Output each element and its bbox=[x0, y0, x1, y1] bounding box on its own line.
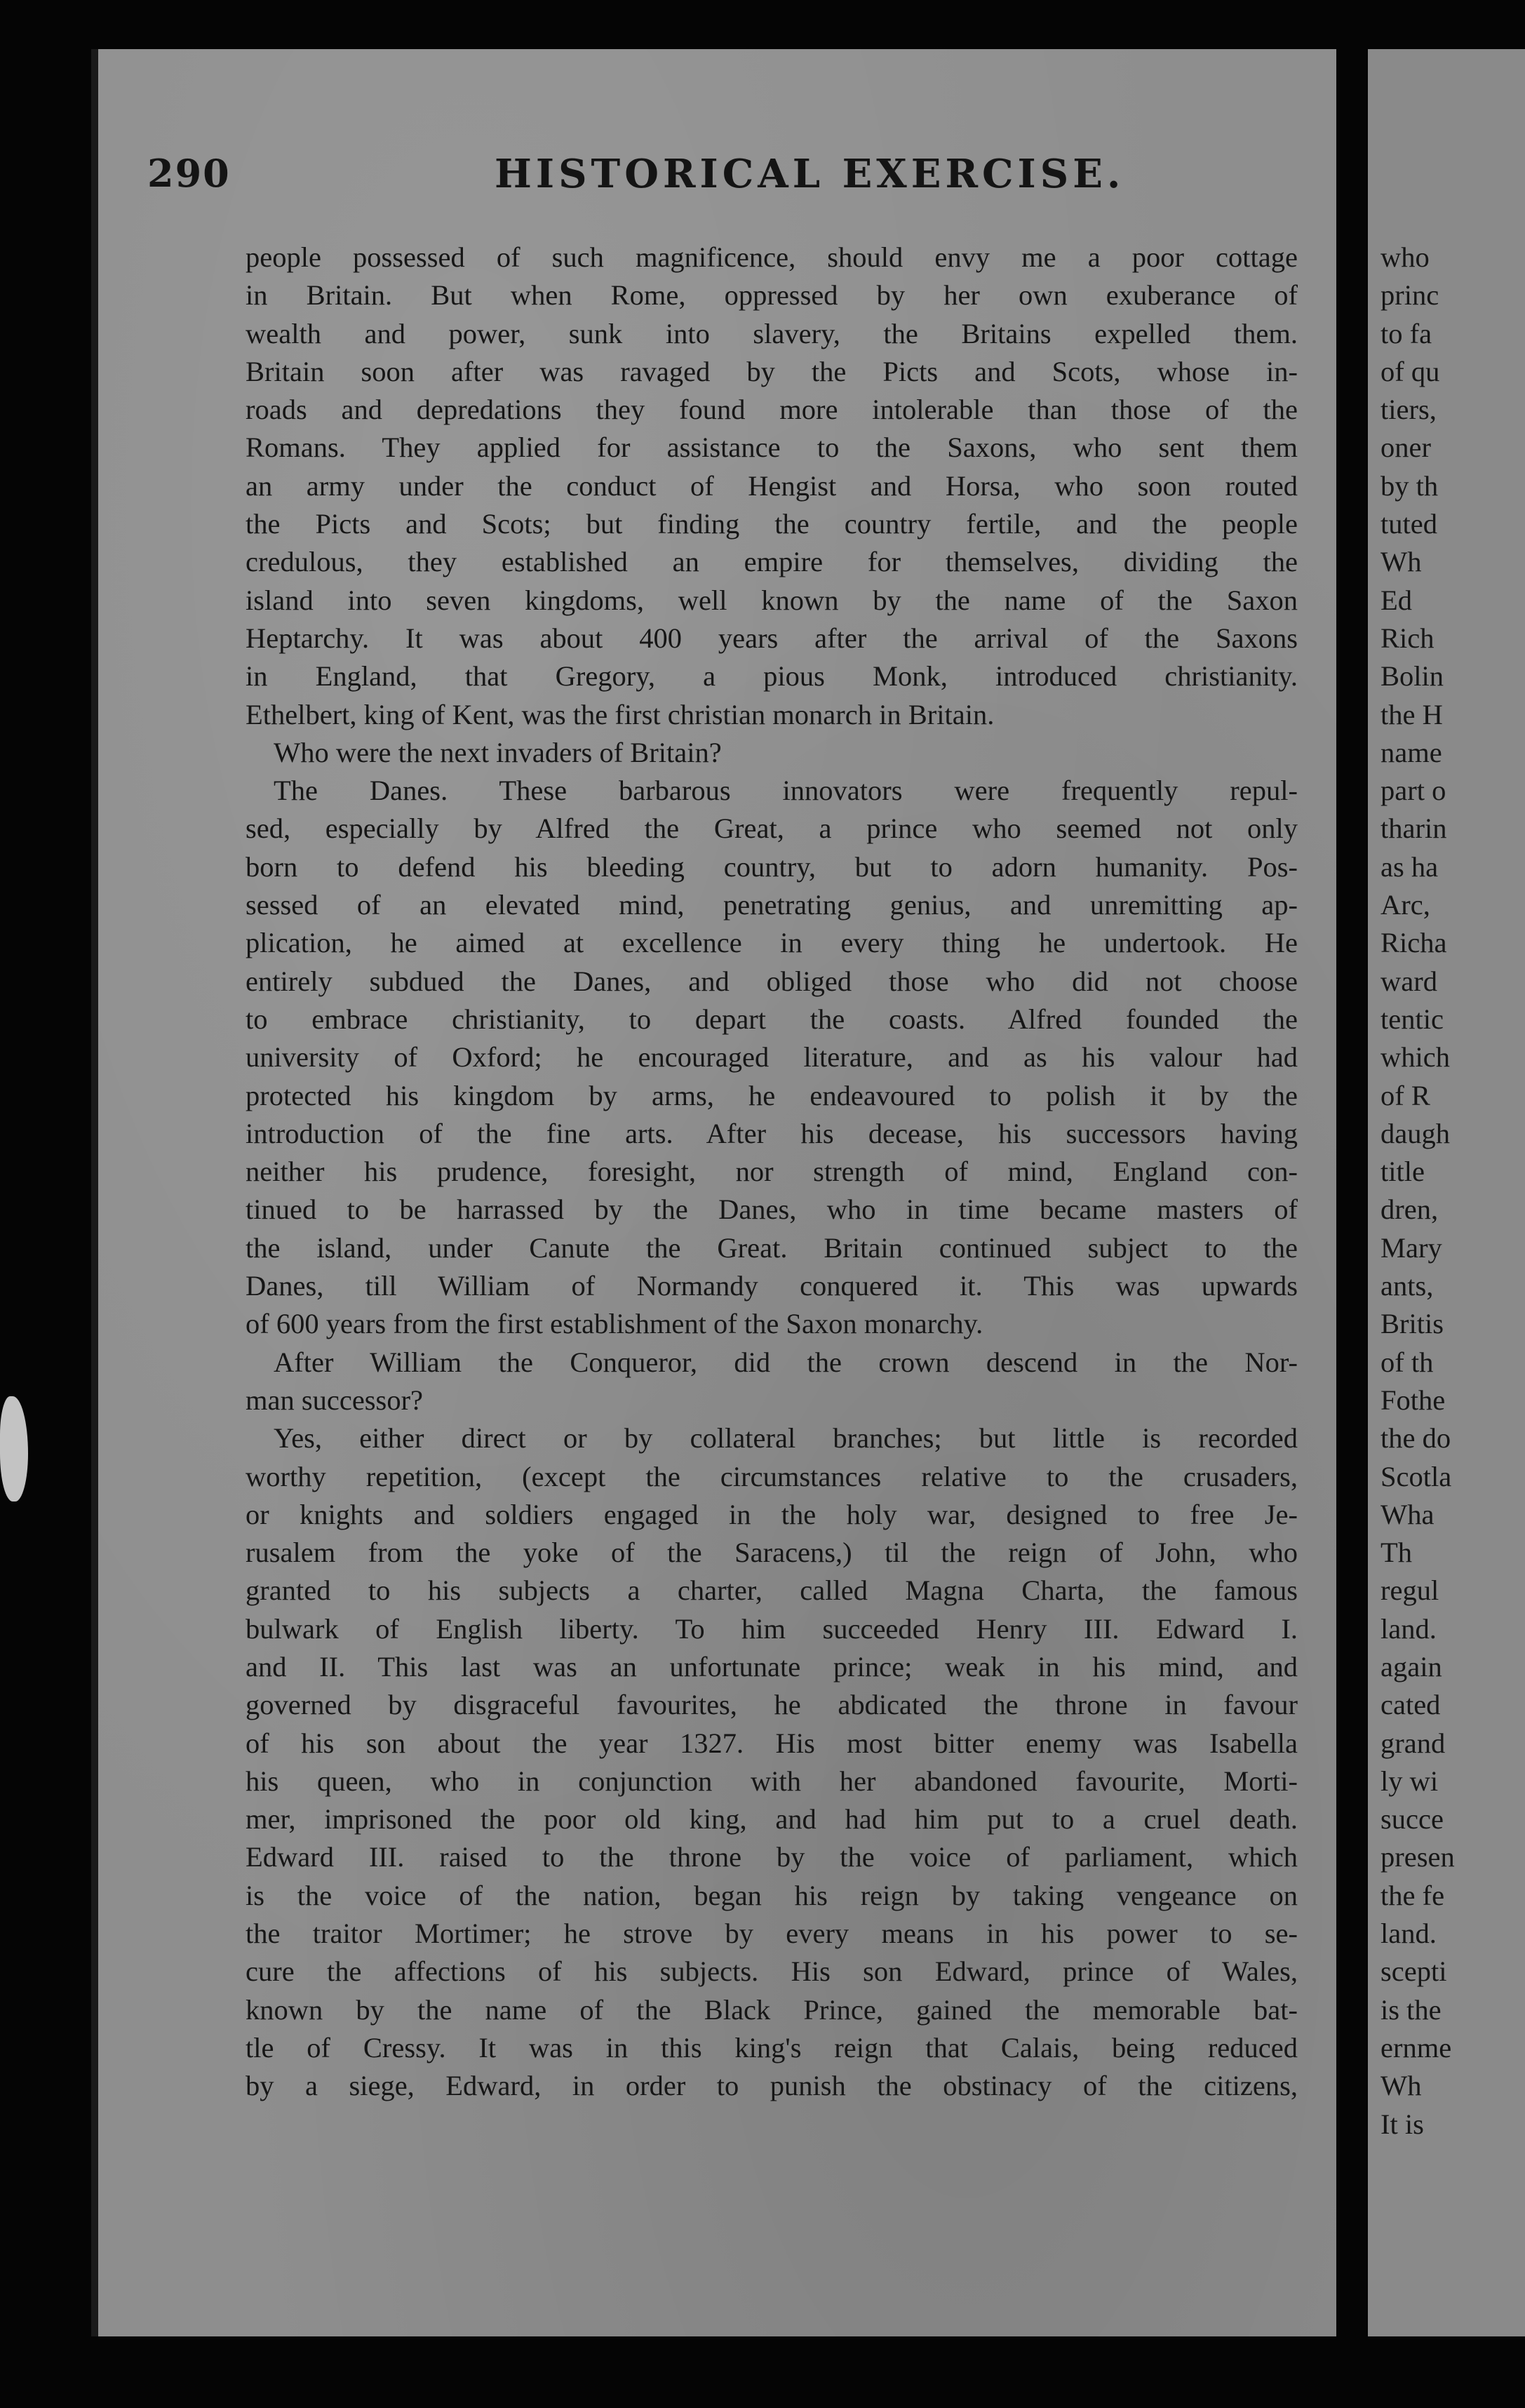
text-line: Ethelbert, king of Kent, was the first christian monarch in Britain. bbox=[246, 698, 995, 730]
text-line: of his son about the year 1327. His most bitter enemy was Isabella bbox=[246, 1727, 1298, 1759]
right-page-line: Mary bbox=[1380, 1231, 1442, 1264]
running-title: HISTORICAL EXERCISE. bbox=[495, 151, 1125, 197]
right-page-line: the H bbox=[1380, 698, 1443, 730]
right-page-text bbox=[1380, 239, 1525, 2143]
text-line: to embrace christianity, to depart the coasts. Alfred founded the bbox=[246, 1003, 1298, 1035]
right-page-line: Th bbox=[1380, 1537, 1412, 1569]
margin-stain bbox=[0, 1396, 28, 1501]
text-line: the island, under Canute the Great. Britain continued subject to the bbox=[246, 1231, 1298, 1264]
text-line: Heptarchy. It was about 400 years after the arrival of the Saxons bbox=[246, 622, 1298, 654]
text-line: the Picts and Scots; but finding the country fertile, and the people bbox=[246, 508, 1298, 540]
text-line: worthy repetition, (except the circumstances relative to the crusaders, bbox=[246, 1460, 1298, 1492]
text-line: cure the affections of his subjects. His son Edward, prince of Wales, bbox=[246, 1955, 1298, 1988]
right-page-line: ly wi bbox=[1380, 1765, 1439, 1797]
text-line: roads and depredations they found more intolerable than those of the bbox=[246, 394, 1298, 426]
right-page-line: Ed bbox=[1380, 584, 1412, 616]
text-line: Edward III. raised to the throne by the voice of parliament, which bbox=[246, 1841, 1298, 1873]
right-page-line: daugh bbox=[1380, 1117, 1450, 1149]
right-page-line: again bbox=[1380, 1650, 1442, 1683]
text-line: Romans. They applied for assistance to the Saxons, who sent them bbox=[246, 432, 1298, 464]
text-line: entirely subdued the Danes, and obliged those who did not choose bbox=[246, 965, 1298, 997]
right-page-line: who bbox=[1380, 241, 1430, 273]
text-line: is the voice of the nation, began his reign by taking vengeance on bbox=[246, 1879, 1298, 1911]
right-page-line: ward bbox=[1380, 965, 1437, 997]
right-page-line: Wha bbox=[1380, 1498, 1435, 1530]
right-page-line: Wh bbox=[1380, 546, 1422, 578]
right-page-line: tharin bbox=[1380, 812, 1447, 845]
right-page-line: which bbox=[1380, 1041, 1450, 1073]
right-page-line: of qu bbox=[1380, 355, 1440, 387]
right-page-line: presen bbox=[1380, 1841, 1455, 1873]
text-line: island into seven kingdoms, well known by the name of the Saxon bbox=[246, 584, 1298, 616]
text-line: by a siege, Edward, in order to punish the obstinacy of the citizens, bbox=[246, 2070, 1298, 2102]
text-line: Yes, either direct or by collateral branches; but little is recorded bbox=[274, 1422, 1298, 1454]
right-page-line: Wh bbox=[1380, 2070, 1422, 2102]
text-line: sessed of an elevated mind, penetrating genius, and unremitting ap- bbox=[246, 889, 1298, 921]
right-page-line: the do bbox=[1380, 1422, 1451, 1454]
text-line: or knights and soldiers engaged in the holy war, designed to free Je- bbox=[246, 1498, 1298, 1530]
page-number: 290 bbox=[147, 151, 231, 196]
right-page-line: Fothe bbox=[1380, 1384, 1446, 1416]
text-line: tle of Cressy. It was in this king's reign that Calais, being reduced bbox=[246, 2031, 1298, 2063]
text-line: in England, that Gregory, a pious Monk, introduced christianity. bbox=[246, 660, 1298, 693]
right-page-line: title bbox=[1380, 1156, 1425, 1188]
text-line: of 600 years from the first establishment of the Saxon monarchy. bbox=[246, 1308, 983, 1340]
running-head bbox=[147, 151, 1125, 207]
text-line: granted to his subjects a charter, called Magna Charta, the famous bbox=[246, 1574, 1298, 1607]
right-page-line: Arc, bbox=[1380, 889, 1430, 921]
text-line: mer, imprisoned the poor old king, and had him put to a cruel death. bbox=[246, 1803, 1298, 1835]
text-line: The Danes. These barbarous innovators were frequently repul- bbox=[274, 775, 1298, 807]
right-page-line: of th bbox=[1380, 1346, 1434, 1378]
text-line: Danes, till William of Normandy conquered it. This was upwards bbox=[246, 1270, 1298, 1302]
right-page-line: tentic bbox=[1380, 1003, 1444, 1035]
text-line: introduction of the fine arts. After his decease, his successors having bbox=[246, 1117, 1298, 1149]
right-page-line: Britis bbox=[1380, 1308, 1444, 1340]
text-line: and II. This last was an unfortunate prince; weak in his mind, and bbox=[246, 1650, 1298, 1683]
right-page-line: tiers, bbox=[1380, 394, 1437, 426]
text-line: rusalem from the yoke of the Saracens,) til the reign of John, who bbox=[246, 1537, 1298, 1569]
right-page-line: oner bbox=[1380, 432, 1431, 464]
right-page-line: tuted bbox=[1380, 508, 1437, 540]
text-line: plication, he aimed at excellence in every thing he undertook. He bbox=[246, 927, 1298, 959]
text-line: people possessed of such magnificence, should envy me a poor cottage bbox=[246, 241, 1298, 273]
text-line: Who were the next invaders of Britain? bbox=[274, 736, 722, 768]
right-page-line: It is bbox=[1380, 2108, 1424, 2140]
text-line: neither his prudence, foresight, nor strength of mind, England con- bbox=[246, 1156, 1298, 1188]
text-line: wealth and power, sunk into slavery, the Britains expelled them. bbox=[246, 317, 1298, 349]
right-page-line: ants, bbox=[1380, 1270, 1434, 1302]
right-page-line: of R bbox=[1380, 1079, 1430, 1111]
text-line: Britain soon after was ravaged by the Picts and Scots, whose in- bbox=[246, 355, 1298, 387]
right-page-line: name bbox=[1380, 736, 1442, 768]
right-page-line: land. bbox=[1380, 1612, 1437, 1645]
right-page-line: regul bbox=[1380, 1574, 1439, 1607]
book-gutter bbox=[1336, 49, 1368, 2336]
right-page-line: land. bbox=[1380, 1918, 1437, 1950]
right-page-line: scepti bbox=[1380, 1955, 1447, 1988]
right-page-line: ernme bbox=[1380, 2031, 1452, 2063]
text-line: known by the name of the Black Prince, gained the memorable bat- bbox=[246, 1993, 1298, 2026]
right-page-line: dren, bbox=[1380, 1193, 1439, 1226]
right-page-fragment bbox=[1368, 49, 1525, 2336]
text-line: governed by disgraceful favourites, he abdicated the throne in favour bbox=[246, 1689, 1298, 1721]
right-page-line: the fe bbox=[1380, 1879, 1445, 1911]
right-page-line: to fa bbox=[1380, 317, 1432, 349]
right-page-line: princ bbox=[1380, 279, 1439, 312]
text-line: his queen, who in conjunction with her abandoned favourite, Morti- bbox=[246, 1765, 1298, 1797]
right-page-line: Bolin bbox=[1380, 660, 1444, 693]
right-page-line: is the bbox=[1380, 1993, 1442, 2026]
text-line: man successor? bbox=[246, 1384, 424, 1416]
right-page-line: Scotla bbox=[1380, 1460, 1452, 1492]
text-line: credulous, they established an empire for themselves, dividing the bbox=[246, 546, 1298, 578]
text-line: an army under the conduct of Hengist and Horsa, who soon routed bbox=[246, 469, 1298, 502]
right-page-line: Richa bbox=[1380, 927, 1447, 959]
text-line: tinued to be harrassed by the Danes, who in time became masters of bbox=[246, 1193, 1298, 1226]
right-page-line: part o bbox=[1380, 775, 1446, 807]
text-line: sed, especially by Alfred the Great, a prince who seemed not only bbox=[246, 812, 1298, 845]
right-page-line: by th bbox=[1380, 469, 1439, 502]
right-page-line: grand bbox=[1380, 1727, 1446, 1759]
text-line: in Britain. But when Rome, oppressed by her own exuberance of bbox=[246, 279, 1298, 312]
body-text bbox=[246, 239, 1298, 2106]
text-line: the traitor Mortimer; he strove by every means in his power to se- bbox=[246, 1918, 1298, 1950]
text-line: university of Oxford; he encouraged literature, and as his valour had bbox=[246, 1041, 1298, 1073]
text-line: After William the Conqueror, did the crown descend in the Nor- bbox=[274, 1346, 1298, 1378]
right-page-line: as ha bbox=[1380, 850, 1439, 883]
right-page-line: succe bbox=[1380, 1803, 1444, 1835]
text-line: protected his kingdom by arms, he endeavoured to polish it by the bbox=[246, 1079, 1298, 1111]
right-page-line: Rich bbox=[1380, 622, 1435, 654]
text-line: bulwark of English liberty. To him succeeded Henry III. Edward I. bbox=[246, 1612, 1298, 1645]
right-page-line: cated bbox=[1380, 1689, 1441, 1721]
text-line: born to defend his bleeding country, but to adorn humanity. Pos- bbox=[246, 850, 1298, 883]
